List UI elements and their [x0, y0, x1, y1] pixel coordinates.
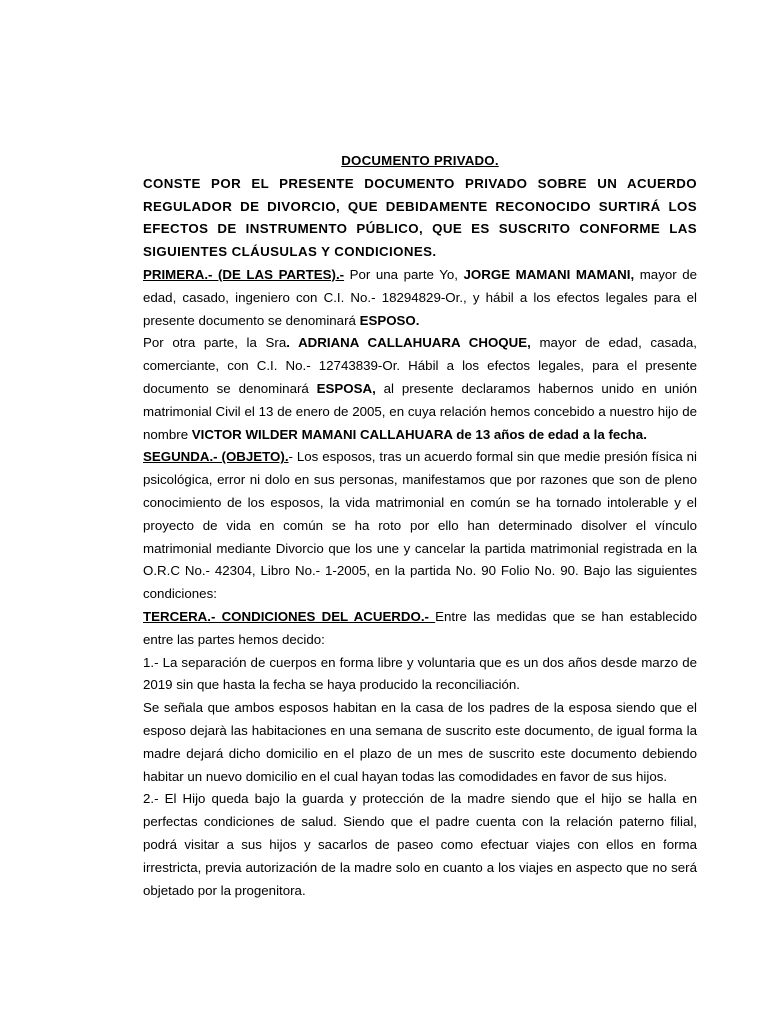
clause-otra-parte: [143, 332, 697, 446]
clause-primera-text-1: Por una parte Yo,: [344, 266, 464, 282]
wife-name: . ADRIANA CALLAHUARA CHOQUE,: [286, 335, 531, 351]
clause-tercera: [143, 606, 697, 652]
clause-segunda-body: - Los esposos, tras un acuerdo formal sin que medie presión física ni psicológica, error ni dolo en sus personas, manifestamos que por razones que son de pleno conocimiento de los esposos, la vida matrimonial en común se ha tornado intolerable y el proyecto de vida en común se ha roto por ello han determinado disolver el vínculo matrimonial mediante Divorcio que los une y cancelar la partida matrimonial registrada en la O.R.C No.- 42304, Libro No.- 1-2005, en la partida No. 90 Folio No. 90. Bajo las siguientes condiciones:: [143, 449, 698, 602]
esposo-label: ESPOSO.: [359, 312, 420, 328]
clause-tercera-heading: TERCERA.- CONDICIONES DEL ACUERDO.-: [143, 608, 436, 624]
clause-primera: [143, 264, 697, 332]
document-title: DOCUMENTO PRIVADO.: [341, 153, 499, 168]
intro-paragraph: CONSTE POR EL PRESENTE DOCUMENTO PRIVADO SOBRE UN ACUERDO REGULADOR DE DIVORCIO, QUE DEBIDAMENTE RECONOCIDO SURTIRÁ LOS EFECTOS DE INSTRUMENTO PÚBLICO, QUE ES SUSCRITO CONFORME LAS SIGUIENTES CLÁUSULAS Y CONDICIONES.: [143, 175, 697, 260]
otra-parte-text-2: mayor de edad, casada, comerciante, con C.I. No.- 12743839-Or. Hábil a los efectos legales, para el presente documento se denominará: [143, 335, 697, 396]
condition-item-1-continued: Se señala que ambos esposos habitan en la casa de los padres de la esposa siendo que el esposo dejarà las habitaciones en una semana de suscrito este documento, de igual forma la madre dejará dicho domicilio en el plazo de un mes de suscrito este documento debiendo habitar un nuevo domicilio en el cual hayan todas las comodidades en favor de sus hijos.: [143, 700, 697, 784]
husband-name: JORGE MAMANI MAMANI,: [463, 266, 635, 282]
otra-parte-text-3: al presente declaramos habernos unido en unión matrimonial Civil el 13 de enero de 2005, en cuya relación hemos concebido a nuestro hijo de nombre: [143, 380, 698, 442]
clause-segunda-heading: SEGUNDA.- (OBJETO).: [143, 449, 289, 465]
condition-item-2: 2.- El Hijo queda bajo la guarda y protección de la madre siendo que el hijo se halla en perfectas condiciones de salud. Siendo que el padre cuenta con la relación paterno filial, podrá visitar a sus hijos y sacarlos de paseo como efectuar viajes con ellos en forma irrestricta, previa autorización de la madre solo en cuanto a los viajes en aspecto que no será objetado por la progenitora.: [143, 791, 697, 898]
condition-item-1: 1.- La separación de cuerpos en forma libre y voluntaria que es un dos años desde marzo de 2019 sin que hasta la fecha se haya producido la reconciliación.: [143, 654, 697, 693]
document-page: [143, 150, 697, 902]
clause-primera-text-2: mayor de edad, casado, ingeniero con C.I. No.- 18294829-Or., y hábil a los efectos legales para el presente documento se denominará: [143, 266, 698, 328]
esposa-label: ESPOSA,: [316, 380, 376, 396]
clause-tercera-body: Entre las medidas que se han establecido entre las partes hemos decido:: [143, 608, 698, 647]
clause-primera-heading: PRIMERA.- (DE LAS PARTES).-: [143, 266, 345, 282]
child-name: VICTOR WILDER MAMANI CALLAHUARA de 13 años de edad a la fecha.: [191, 426, 647, 442]
otra-parte-text-1: Por otra parte, la Sra: [143, 335, 287, 351]
clause-segunda: [143, 446, 697, 606]
